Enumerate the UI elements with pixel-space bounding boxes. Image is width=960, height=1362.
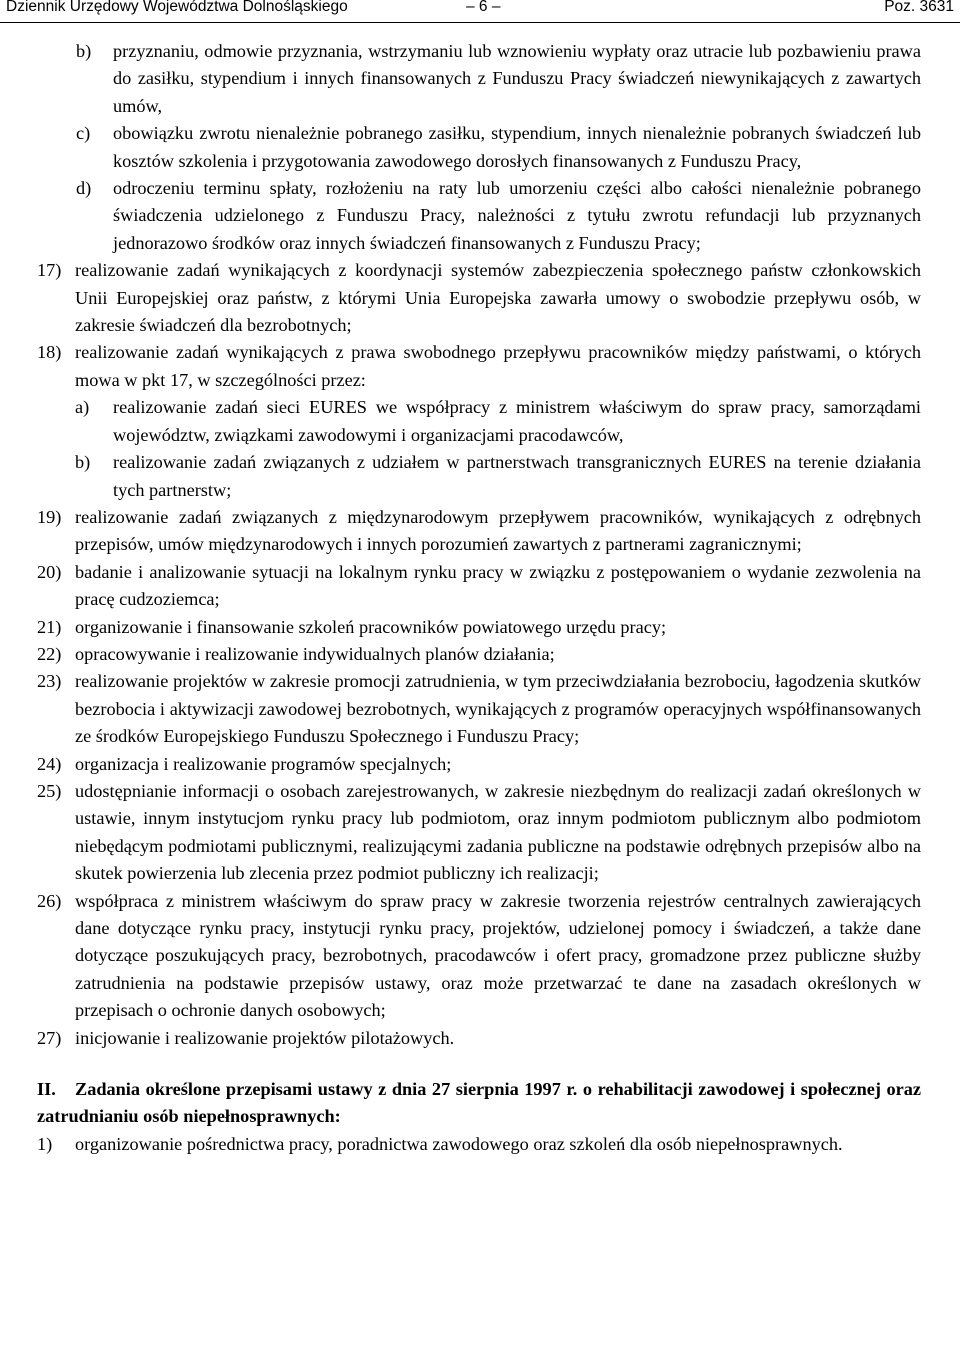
section-list-item-1 <box>37 1131 921 1158</box>
item-marker: 27) <box>37 1027 62 1048</box>
item-marker: 26) <box>37 890 62 911</box>
list-item-17 <box>37 257 921 339</box>
item-text: organizowanie i finansowanie szkoleń pracowników powiatowego urzędu pracy; <box>75 616 667 637</box>
item-text: obowiązku zwrotu nienależnie pobranego zasiłku, stypendium, innych nienależnie pobranych świadczeń lub kosztów szkolenia i przygotowania zawodowego dorosłych finansowanych z Funduszu Pracy, <box>113 123 921 171</box>
list-item-21 <box>37 614 921 641</box>
item-text: realizowanie projektów w zakresie promocji zatrudnienia, w tym przeciwdziałania bezrobociu, łagodzenia skutków bezrobocia i aktywizacji zawodowej bezrobotnych, wynikających z programów operacyjnych współfinansowanych ze środków Europejskiego Funduszu Społecznego i Funduszu Pracy; <box>75 671 921 747</box>
item-text: przyznaniu, odmowie przyznania, wstrzymaniu lub wznowieniu wypłaty oraz utracie lub pozbawieniu prawa do zasiłku, stypendium i innych finansowanych z Funduszu Pracy świadczeń niewynikających z zawartych umów, <box>113 41 921 116</box>
item-text: udostępnianie informacji o osobach zarejestrowanych, w zakresie niezbędnym do realizacji zadań określonych w ustawie, innym instytucjom rynku pracy lub podmiotom, oraz innym podmiotom publicznym albo podmiotom niebędącym podmiotami publicznymi, realizującymi zadania publiczne na podstawie odrębnych przepisów albo na skutek powierzenia lub zlecenia przez podmiot publiczny ich realizacji; <box>75 780 921 884</box>
item-text: inicjowanie i realizowanie projektów pilotażowych. <box>75 1027 455 1048</box>
item-marker: c) <box>76 123 91 144</box>
section-title: Zadania określone przepisami ustawy z dnia 27 sierpnia 1997 r. o rehabilitacji zawodowej i społecznej oraz zatrudnianiu osób niepełnosprawnych: <box>37 1079 921 1127</box>
section-heading <box>37 1076 921 1131</box>
list-item-23 <box>37 668 921 750</box>
list-item-20 <box>37 559 921 614</box>
item-marker: 19) <box>37 506 62 527</box>
item-marker: 1) <box>37 1133 53 1154</box>
item-text: organizowanie pośrednictwa pracy, poradnictwa zawodowego oraz szkoleń dla osób niepełnosprawnych. <box>75 1133 843 1154</box>
page-header <box>0 0 960 23</box>
list-item <box>75 394 921 449</box>
list-item-27 <box>37 1025 921 1052</box>
list-item <box>76 120 921 175</box>
item-marker: 18) <box>37 342 62 363</box>
item-marker: d) <box>76 178 92 199</box>
list-item <box>75 449 921 504</box>
list-item-22 <box>37 641 921 668</box>
list-item <box>76 175 921 257</box>
sub-list-top <box>37 38 921 257</box>
item-text: badanie i analizowanie sytuacji na lokalnym rynku pracy w związku z postępowaniem o wydanie zezwolenia na pracę cudzoziemca; <box>75 561 921 610</box>
item-marker: 23) <box>37 671 62 692</box>
item-text: realizowanie zadań wynikających z koordynacji systemów zabezpieczenia społecznego państw członkowskich Unii Europejskiej oraz państw, z którymi Unia Europejska zawarła umowy o swobodzie przepływu osób, w zakresie świadczeń dla bezrobotnych; <box>75 260 921 336</box>
item-text: odroczeniu terminu spłaty, rozłożeniu na raty lub umorzeniu części albo całości nienależnie pobranego świadczenia udzielonego z Funduszu Pracy, należności z tytułu zwrotu refundacji lub przyznanych jednorazowo środków oraz innych świadczeń finansowanych z Funduszu Pracy; <box>113 178 921 253</box>
item-marker: 22) <box>37 643 62 664</box>
page-number: – 6 – <box>466 0 501 15</box>
item-marker: 17) <box>37 260 62 281</box>
journal-title: Dziennik Urzędowy Województwa Dolnośląskiego <box>6 0 348 15</box>
item-text: opracowywanie i realizowanie indywidualnych planów działania; <box>75 643 555 664</box>
item-text: realizowanie zadań związanych z międzynarodowym przepływem pracowników, wynikających z odrębnych przepisów, umów międzynarodowych i innych porozumień zawartych z partnerami zagranicznymi; <box>75 506 921 555</box>
position-number: Poz. 3631 <box>884 0 954 15</box>
sub-list-18 <box>37 394 921 504</box>
item-marker: 21) <box>37 616 62 637</box>
item-marker: 20) <box>37 561 62 582</box>
item-text: organizacja i realizowanie programów specjalnych; <box>75 753 452 774</box>
item-marker: b) <box>75 452 91 473</box>
list-item-25 <box>37 778 921 888</box>
item-marker: 25) <box>37 780 62 801</box>
list-item-24 <box>37 751 921 778</box>
item-text: realizowanie zadań sieci EURES we współpracy z ministrem właściwym do spraw pracy, samorządami województw, związkami zawodowymi i organizacjami pracodawców, <box>113 397 921 445</box>
item-marker: b) <box>76 41 92 61</box>
item-text: realizowanie zadań związanych z udziałem w partnerstwach transgranicznych EURES na terenie działania tych partnerstw; <box>113 452 921 500</box>
document-body <box>37 38 921 1158</box>
item-marker: a) <box>75 397 90 418</box>
item-text: współpraca z ministrem właściwym do spraw pracy w zakresie tworzenia rejestrów centralnych zawierających dane dotyczące rynku pracy, instytucji rynku pracy, projektów, udzielonej pomocy i świadczeń, a także dane dotyczące poszukujących pracy, bezrobotnych, pracodawców i ofert pracy, gromadzone przez publiczne służby zatrudnienia na podstawie przepisów ustawy, oraz może przetwarzać te dane na zasadach określonych w przepisach o ochronie danych osobowych; <box>75 890 921 1021</box>
list-item-26 <box>37 888 921 1025</box>
item-text: realizowanie zadań wynikających z prawa swobodnego przepływu pracowników między państwami, o których mowa w pkt 17, w szczególności przez: <box>75 342 921 390</box>
section-number: II. <box>37 1079 56 1100</box>
list-item-19 <box>37 504 921 559</box>
section-spacer <box>37 1052 921 1076</box>
item-marker: 24) <box>37 753 62 774</box>
list-item-18 <box>37 339 921 394</box>
list-item <box>76 38 921 120</box>
